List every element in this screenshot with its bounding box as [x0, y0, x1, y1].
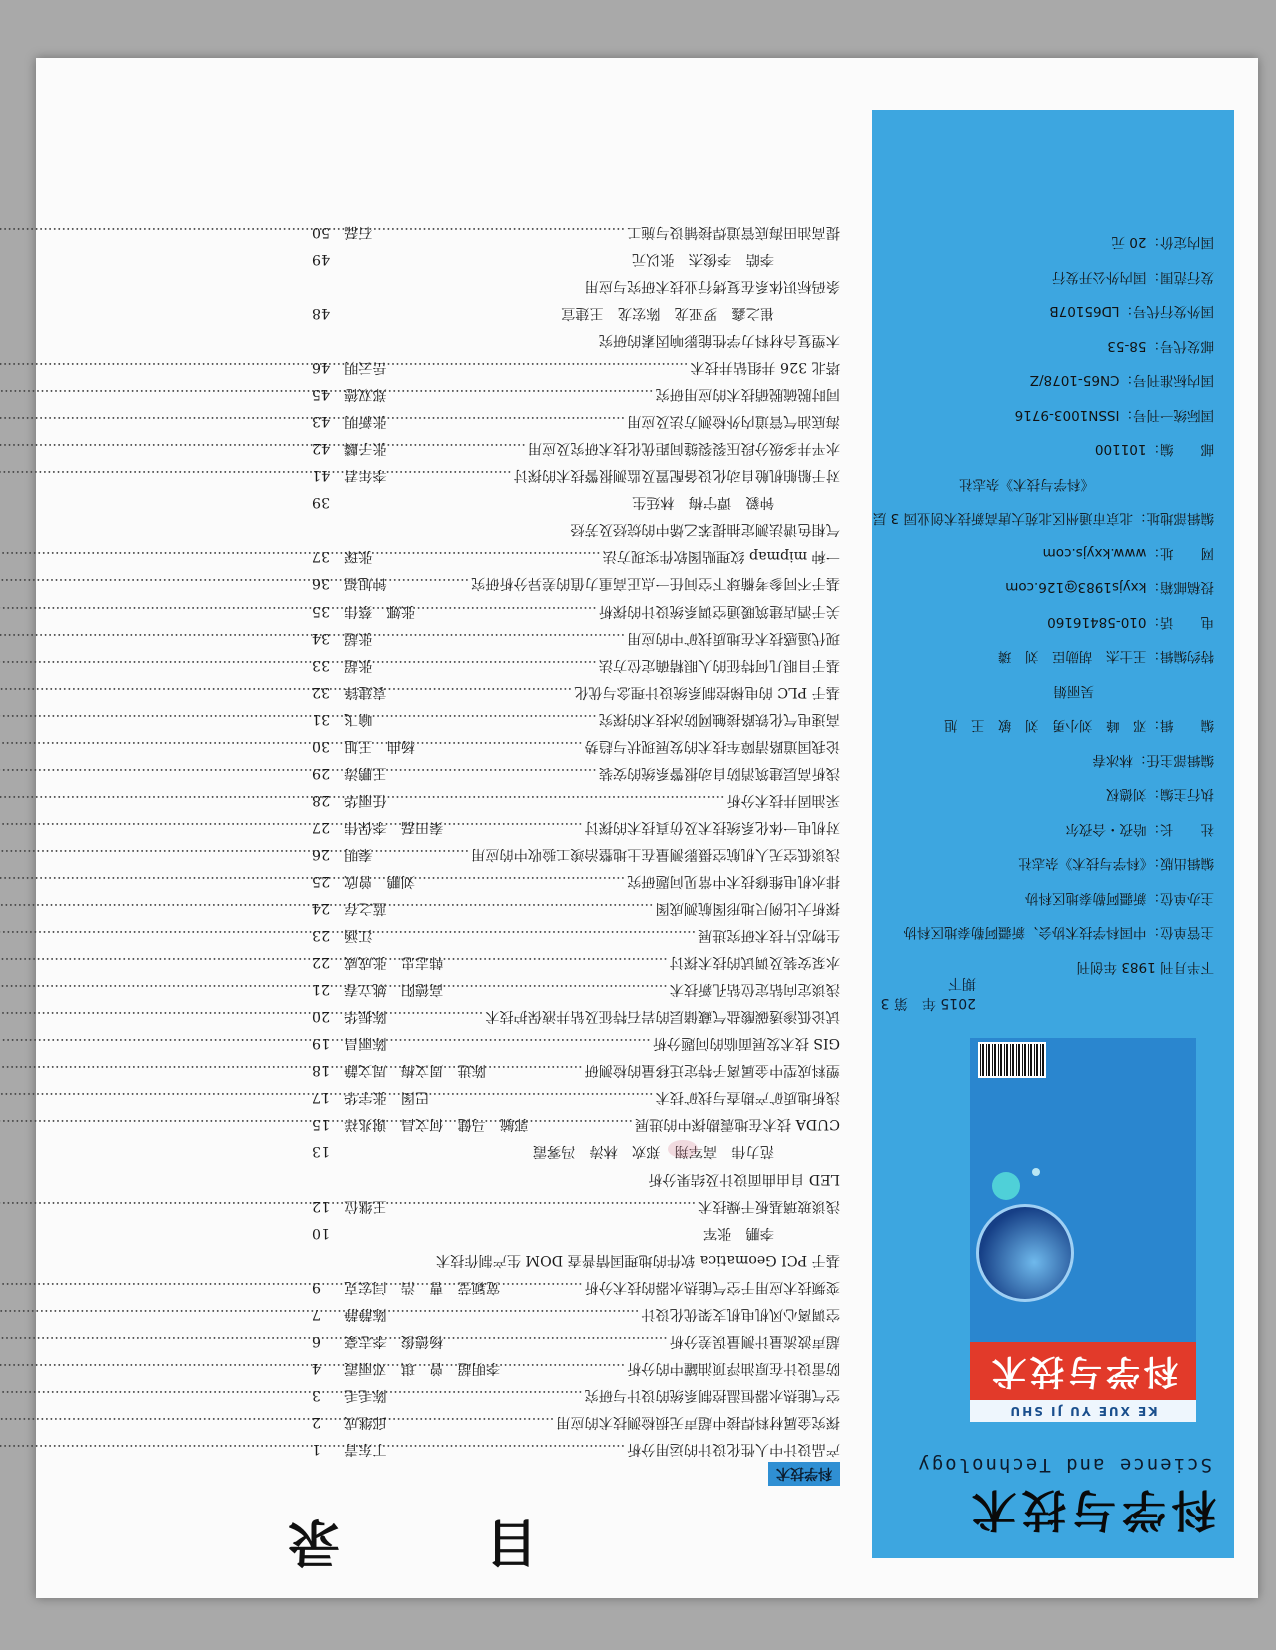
masthead-line: 邮 编：101100: [1094, 441, 1214, 458]
toc-entry[interactable]: [312, 786, 840, 813]
toc-entry[interactable]: [312, 353, 840, 380]
toc-entry-title: 采油固井技术分析: [726, 791, 840, 808]
toc-entry-leader: [389, 759, 597, 786]
toc-entry-authors: 张超: [344, 656, 373, 673]
toc-entry-authors: 岳云明: [344, 359, 387, 376]
toc-entry-title: 现代遥感技术在地质找矿中的应用: [627, 629, 840, 646]
toc-entry-leader: [389, 678, 573, 705]
toc-entry-page: 49: [312, 250, 331, 267]
toc-entry-title: 水泵安装及调试的技术探讨: [669, 954, 840, 971]
toc-entry-page: 12: [312, 1197, 331, 1214]
toc-entry[interactable]: [312, 1300, 840, 1327]
toc-entry-leader: [389, 380, 654, 407]
masthead-line: 电 话：010-58416160: [1047, 614, 1214, 630]
cover-dot-graphic: [992, 1172, 1020, 1200]
toc-entry-authors: 崔之鑫 罗亚龙 陈宏龙 王建宣: [561, 305, 774, 322]
toc-entry-authors: 喻飞: [344, 710, 373, 727]
toc-entry-page: 28: [312, 791, 331, 808]
toc-entry-page: 19: [312, 1035, 331, 1052]
toc-entry-title: 基于不同参考椭球下空间任一点正高重力值的差异分析研究: [471, 575, 840, 592]
masthead-line: 国内标准刊号：CN65-1078/Z: [1029, 372, 1214, 389]
toc-entry[interactable]: [312, 1083, 840, 1110]
masthead-line: 执行主编：刘德权: [1106, 786, 1214, 803]
toc-entry-title: 试论低渗透碳酸盐气藏储层的岩石特征及钻井液保护技术: [485, 1008, 840, 1025]
masthead-line: 下半月刊 1983 年创刊: [1076, 959, 1214, 975]
toc-entry-leader: [389, 569, 470, 596]
toc-entry[interactable]: [312, 542, 840, 569]
toc-entry[interactable]: [312, 1381, 840, 1408]
toc-entry-page: 50: [312, 223, 331, 240]
toc-entry[interactable]: [312, 1029, 840, 1056]
toc-entry-title: 浅析地质矿产勘查与找矿技术: [655, 1089, 840, 1106]
barcode-icon: [978, 1042, 1046, 1078]
toc-entry-page: 23: [312, 927, 331, 944]
toc-entry-authors: 钟旭福: [344, 575, 387, 592]
toc-entry-page: 4: [312, 1359, 322, 1376]
toc-entry-authors: 丁东青: [344, 1441, 387, 1457]
toc-entry-title: 关于酒店建筑暖通空调系统设计的探析: [598, 602, 840, 619]
masthead-line: 邮发代号：58-53: [1107, 338, 1214, 354]
toc-entry-authors: 陈毛毛: [344, 1386, 387, 1403]
cover-thumbnail: [970, 1038, 1196, 1422]
toc-entry-title: 基于 PCI Geomatica 软件的地理国情普查 DOM 生产制作技术: [435, 1251, 840, 1268]
toc-entry-authors: 王鹏涛: [344, 764, 387, 781]
toc-entry-title: 浅谈低空无人机航空摄影测量在土地整治竣工验收中的应用: [471, 845, 840, 862]
scan-smudge: [668, 1140, 698, 1158]
toc-entry-leader: [389, 1029, 651, 1056]
toc-entry-title: 塔北 326 井组钻井技术: [690, 359, 840, 376]
toc-entry-leader: [530, 1110, 633, 1137]
toc-entry-page: 20: [312, 1008, 331, 1025]
toc-entry-page: 10: [312, 1224, 331, 1241]
toc-entry-authors: 邱继成: [344, 1413, 387, 1430]
toc-entry-page: 6: [312, 1332, 322, 1349]
toc-entry-leader: [389, 894, 654, 921]
toc-title: 目 录: [223, 1511, 538, 1571]
toc-entry-authors: 李鹏 张军: [703, 1224, 774, 1241]
toc-entry[interactable]: [312, 434, 840, 461]
toc-entry[interactable]: [312, 867, 840, 894]
toc-entry-authors: 任丽华: [344, 791, 387, 808]
toc-entry-title: 变频技术应用于空气能热水器的技术分析: [584, 1278, 840, 1295]
toc-entry-leader: [389, 1300, 640, 1327]
toc-entry-authors: 李年君: [344, 467, 387, 484]
masthead-line: 吴丽娟: [1053, 683, 1094, 699]
masthead-line: 主管单位：中国科学技术协会、新疆阿勒泰地区科协: [903, 924, 1214, 941]
toc-list: [312, 218, 840, 1462]
toc-entry[interactable]: [312, 1110, 840, 1137]
toc-entry-page: 22: [312, 954, 331, 971]
toc-entry-title: 提高油田海底管道焊接铺设与施工: [627, 223, 840, 240]
toc-entry-title: 一种 mipmap 纹理贴图软件实现方法: [602, 548, 840, 565]
toc-entry-title: 浅谈定向钻定位钻孔新技术: [669, 981, 840, 998]
toc-entry-authors: 钟毅 谭宁梅 林廷生: [632, 494, 774, 511]
toc-entry-title: LED 自由曲面设计及结果分析: [648, 1170, 840, 1187]
toc-entry-title: 对于船舶机舱自动化设备配置及监测报警技术的探讨: [513, 467, 840, 484]
toc-entry-authors: 韩志忠 张成威: [344, 954, 444, 971]
toc-entry-title: GIS 技术发展面临的问题分析: [652, 1035, 840, 1052]
toc-entry-title: 气相色谱法测定抽提苯乙烯中的烷烃及芳烃: [570, 521, 840, 538]
toc-entry-page: 2: [312, 1413, 322, 1430]
toc-entry-page: 32: [312, 683, 331, 700]
toc-entry[interactable]: [312, 1354, 840, 1381]
toc-entry-leader: [417, 867, 625, 894]
toc-entry-leader: [445, 948, 667, 975]
cover-pinyin: KE XUE YU JI SHU: [970, 1400, 1196, 1422]
toc-entry-page: 36: [312, 575, 331, 592]
toc-entry-leader: [488, 1056, 583, 1083]
magazine-info-panel: [872, 110, 1234, 1558]
toc-entry-authors: 宽颖莹 曹 浩 闫宏克: [344, 1278, 501, 1295]
toc-entry-leader: [417, 597, 597, 624]
section-label: 科学技术: [768, 1462, 840, 1486]
toc-entry-authors: 张娜 蔡伟: [344, 602, 415, 619]
toc-entry[interactable]: [312, 1327, 840, 1354]
toc-entry-page: 17: [312, 1089, 331, 1106]
toc-entry[interactable]: [312, 218, 840, 245]
masthead-info: [872, 225, 1214, 984]
toc-entry[interactable]: [312, 1219, 840, 1273]
toc-entry[interactable]: [312, 245, 840, 299]
toc-entry-page: 42: [312, 440, 331, 457]
toc-entry-page: 9: [312, 1278, 322, 1295]
toc-entry-authors: 江涵: [344, 927, 373, 944]
toc-entry-page: 7: [312, 1305, 322, 1322]
toc-entry-title: 条码标识体系在复烤行业技术研究与应用: [584, 277, 840, 294]
toc-entry[interactable]: [312, 299, 840, 353]
toc-entry-page: 18: [312, 1062, 331, 1079]
toc-entry-page: 33: [312, 656, 331, 673]
toc-entry-leader: [374, 542, 600, 569]
toc-entry-page: 27: [312, 818, 331, 835]
toc-entry-title: 水平井多级分段压裂裂缝间距优化技术研究及应用: [527, 440, 840, 457]
toc-entry-leader: [389, 786, 725, 813]
toc-entry[interactable]: [312, 1408, 840, 1435]
toc-entry-leader: [445, 975, 667, 1002]
toc-entry-authors: 李皓 李俊杰 张以元: [632, 250, 774, 267]
toc-entry-leader: [374, 624, 625, 651]
toc-entry[interactable]: [312, 921, 840, 948]
toc-entry-leader: [445, 813, 582, 840]
toc-entry[interactable]: [312, 975, 840, 1002]
toc-entry-title: 排水机电维修技术中常见问题研究: [627, 873, 840, 890]
masthead-line: 国内定价：20 元: [1111, 234, 1214, 251]
toc-entry-title: 海底油气管道内外检测方法及应用: [627, 413, 840, 430]
toc-entry-page: 3: [312, 1386, 322, 1403]
toc-entry-leader: [374, 921, 696, 948]
toc-entry-title: 探析大比例尺地形图航测成图: [655, 900, 840, 917]
toc-entry[interactable]: [312, 732, 840, 759]
toc-entry-title: 防雷设计在原油浮顶油罐中的分析: [627, 1359, 840, 1376]
toc-entry-leader: [389, 1002, 484, 1029]
toc-entry-leader: [502, 1354, 625, 1381]
toc-entry[interactable]: [312, 678, 840, 705]
toc-entry-title: 产品设计中人性化设计的运用分析: [627, 1441, 840, 1457]
magazine-title: 科学与技术: [966, 1484, 1216, 1535]
toc-entry-title: 塑料成型中金属离子特定迁移量的检测研: [584, 1062, 840, 1079]
toc-entry-leader: [445, 1327, 667, 1354]
toc-entry-page: 43: [312, 413, 331, 430]
toc-entry[interactable]: [312, 380, 840, 407]
toc-entry-leader: [389, 407, 626, 434]
masthead-line: 主办单位：新疆阿勒泰地区科协: [1025, 890, 1214, 906]
toc-entry-authors: 巴图 张宇华: [344, 1089, 430, 1106]
toc-entry-page: 48: [312, 305, 331, 322]
toc-entry-page: 35: [312, 602, 331, 619]
toc-entry-leader: [389, 461, 512, 488]
toc-entry-authors: 杨曲 王旭: [344, 737, 415, 754]
toc-entry-title: 对机电一体化系统技术及仿真技术的探讨: [584, 818, 840, 835]
toc-entry-leader: [374, 840, 469, 867]
toc-entry-authors: 蓝之存: [344, 900, 387, 917]
masthead-line: 发行范围：国内外公开发行: [1052, 269, 1214, 285]
toc-entry-page: 45: [312, 386, 331, 403]
toc-entry-page: 1: [312, 1441, 322, 1457]
masthead-line: 社 长：哈孜・合孜尔: [1065, 821, 1214, 837]
toc-entry-title: 同时脱硫脱硝技术的应用研究: [655, 386, 840, 403]
toc-entry[interactable]: [312, 813, 840, 840]
toc-entry[interactable]: [312, 488, 840, 542]
toc-entry-authors: 高德阳 姚立春: [344, 981, 444, 998]
toc-entry-leader: [502, 1273, 583, 1300]
toc-entry[interactable]: [312, 407, 840, 434]
toc-entry-page: 30: [312, 737, 331, 754]
toc-entry-page: 24: [312, 900, 331, 917]
toc-entry-title: 探究金属材料焊接中超声无损检测技术的应用: [556, 1413, 840, 1430]
cover-dot-small-graphic: [1032, 1168, 1040, 1176]
toc-entry-page: 34: [312, 629, 331, 646]
toc-entry-page: 46: [312, 359, 331, 376]
toc-entry-page: 25: [312, 873, 331, 890]
toc-entry-authors: 秦田磊 李保伟: [344, 818, 444, 835]
toc-entry[interactable]: [312, 624, 840, 651]
toc-entry[interactable]: [312, 759, 840, 786]
toc-entry-leader: [417, 732, 583, 759]
toc-entry-leader: [431, 1083, 653, 1110]
toc-entry-authors: 秦明: [344, 845, 373, 862]
toc-entry-leader: [374, 705, 596, 732]
toc-entry-authors: 张新明: [344, 413, 387, 430]
toc-entry[interactable]: [312, 1273, 840, 1300]
toc-entry-leader: [389, 353, 689, 380]
toc-entry-authors: 袁建锋: [344, 683, 387, 700]
toc-entry-authors: 杨德俊 李志豪: [344, 1332, 444, 1349]
masthead-line: 编辑出版：《科学与技术》杂志社: [1018, 855, 1214, 872]
toc-entry-authors: 刘鹏 曾欣: [344, 873, 415, 890]
toc-entry-title: CUDA 技术在地震勘探中的进展: [634, 1116, 840, 1133]
masthead-line: 国际统一刊号：ISSN1003-9716: [1014, 407, 1214, 423]
toc-entry-authors: 郭毓 马健 何文昌 谢兆祥: [344, 1116, 529, 1133]
toc-entry-title: 基于 PLC 的电梯控制系统设计理念与优化: [574, 683, 840, 700]
toc-entry-title: 空气能热水器恒温控制系统的设计与研究: [584, 1386, 840, 1403]
toc-entry-authors: 张琛: [344, 548, 373, 565]
paper-sheet: [36, 58, 1258, 1598]
magazine-title-english: Science and Technology: [916, 1454, 1212, 1476]
masthead-line: 编辑部地址：北京市通州区北苑大唐高新技术创业园 3 层: [872, 510, 1214, 527]
toc-entry-title: 超声波流量计测量误差分析: [669, 1332, 840, 1349]
toc-entry-title: 基于目眼几何特征的人眼精确定位方法: [598, 656, 840, 673]
toc-entry[interactable]: [312, 840, 840, 867]
toc-entry-page: 29: [312, 764, 331, 781]
toc-entry-authors: 李明超 曾 琪 邓丽霞: [344, 1359, 501, 1376]
toc-entry[interactable]: [312, 948, 840, 975]
toc-entry-authors: 陈进 周文梅 周文静: [344, 1062, 486, 1079]
toc-entry-page: 37: [312, 548, 331, 565]
toc-entry[interactable]: [312, 651, 840, 678]
toc-entry-authors: 张子麟: [344, 440, 387, 457]
toc-entry-leader: [389, 1408, 555, 1435]
toc-entry-title: 生物芯片技术研究进展: [698, 927, 840, 944]
toc-entry-page: 13: [312, 1143, 331, 1160]
masthead-line: 国外发行代号：LD65107B: [1049, 303, 1214, 320]
toc-entry-leader: [389, 1381, 583, 1408]
toc-entry-authors: 张超: [344, 629, 373, 646]
toc-entry-authors: 郑双德: [344, 386, 387, 403]
toc-entry[interactable]: [312, 1137, 840, 1191]
toc-entry-authors: 陈丽昌: [344, 1035, 387, 1052]
masthead-line: 特约编辑：王士杰 胡勋臣 刘 璘: [998, 648, 1214, 665]
toc-entry-leader: [389, 1192, 697, 1219]
toc-entry-page: 15: [312, 1116, 331, 1133]
toc-entry-authors: 石磊: [344, 223, 373, 240]
toc-entry-authors: 陈静静: [344, 1305, 387, 1322]
toc-entry-leader: [374, 651, 596, 678]
toc-entry-page: 21: [312, 981, 331, 998]
cover-circle-graphic: [976, 1204, 1074, 1302]
masthead-line: 编辑部主任：林冰春: [1092, 752, 1214, 768]
toc-entry[interactable]: [312, 569, 840, 596]
masthead-line: 投稿邮箱：kxyjs1983@126.com: [1005, 579, 1214, 596]
toc-entry-title: 浅谈玻璃基板干燥技术: [698, 1197, 840, 1214]
toc-entry[interactable]: [312, 1435, 840, 1462]
cover-title: 科学与技术: [970, 1342, 1196, 1400]
toc-entry-title: 浅析高层建筑消防自动报警系统的安装: [598, 764, 840, 781]
toc-entry-title: 论我国道路清障车技术的发展现状与趋势: [584, 737, 840, 754]
issue-label: 2015 年 第 3 期下: [880, 975, 976, 1011]
toc-entry-authors: 王继位: [344, 1197, 387, 1214]
toc-entry-page: 26: [312, 845, 331, 862]
toc-entry[interactable]: [312, 894, 840, 921]
toc-entry[interactable]: [312, 1056, 840, 1083]
toc-entry-authors: 范力伟 高军翔 郑欢 林涛 冯雾霞: [532, 1143, 774, 1160]
masthead-line: 网 址：www.kxyjs.com: [1042, 545, 1214, 561]
toc-entry[interactable]: [312, 705, 840, 732]
toc-entry-title: 空调离心风机电机支架优化设计: [641, 1305, 840, 1322]
masthead-line: 编 辑：邓 峰 刘小勇 刘 敏 王 旭: [944, 717, 1214, 734]
toc-entry-page: 39: [312, 494, 331, 511]
toc-entry[interactable]: [312, 1192, 840, 1219]
toc-entry[interactable]: [312, 597, 840, 624]
toc-entry-title: 高速电气化铁路接触网防冰技术的探究: [598, 710, 840, 727]
toc-entry-title: 木塑复合材料力学性能影响因素的研究: [598, 332, 840, 349]
toc-entry-leader: [389, 434, 526, 461]
toc-entry-page: 31: [312, 710, 331, 727]
toc-entry-page: 41: [312, 467, 331, 484]
toc-entry-authors: 陈振华: [344, 1008, 387, 1025]
toc-entry-leader: [389, 1435, 626, 1462]
masthead-line: 《科学与技术》杂志社: [959, 476, 1094, 492]
toc-entry-leader: [374, 218, 625, 245]
toc-entry[interactable]: [312, 461, 840, 488]
toc-entry[interactable]: [312, 1002, 840, 1029]
